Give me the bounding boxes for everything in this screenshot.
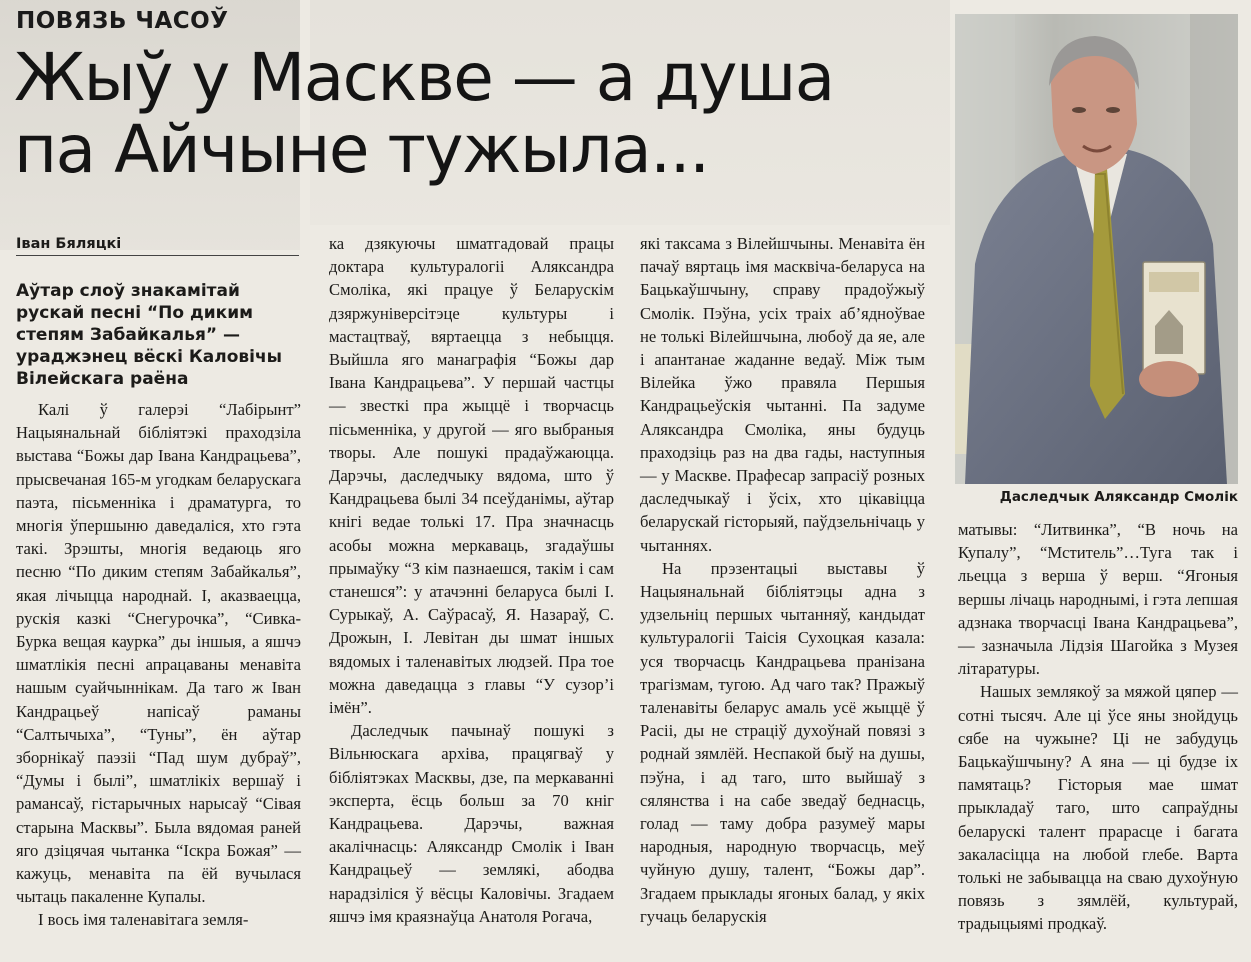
paragraph: І вось імя таленавітага земля- bbox=[38, 910, 249, 930]
article-headline bbox=[14, 39, 944, 188]
article-column-4 bbox=[958, 518, 1238, 936]
paragraph: Даследчык пачынаў пошукі з Вільнюскага архіва, працягваў у бібліятэках Масквы, дзе, па меркаванні эксперта, ёсць больш за 70 кніг Кандрацьева. Дарэчы, важная акалічнасць: Аляксандр Смолік і Іван Кандрацьеў — землякі, абодва нарадзіліся ў вёсцы Каловічы. Згадаем яшчэ імя краязнаўца Анатоля Рогача, bbox=[329, 721, 614, 926]
article-lead: Аўтар слоў знакамітай рускай песні “По диким степям Забайкалья” — ураджэнец вёскі Каловічы Вілейскага раёна bbox=[16, 281, 283, 389]
article-column-2 bbox=[329, 232, 614, 928]
headline-line-1: Жыў у Маскве — а душа bbox=[14, 39, 834, 116]
headline-line-2: па Айчыне тужыла... bbox=[14, 111, 709, 188]
portrait-photo bbox=[955, 14, 1238, 484]
article-column-3 bbox=[640, 232, 925, 928]
article-column-1 bbox=[16, 398, 301, 932]
author-byline: Іван Бяляцкі bbox=[16, 236, 299, 256]
paragraph: На прэзентацыі выставы ў Нацыянальнай бібліятэцы адна з удзельніц першых чытанняў, кандыдат культуралогіі Таісія Сухоцкая казала: уся творчасць Кандрацьева пранізана трагізмам, тугою. Ад чаго так? Пражыў таленавіты беларус амаль усё жыццё ў Расіі, ды не страціў духоўнай повязі з роднай зямлёй. Неспакой быў на душы, пэўна, і ад таго, што выйшаў з сялянства і на сабе зведаў беднасць, голад — таму добра разумеў мары народныя, народную творчасць, меў чуйную душу, талент, “Божы дар”. Згадаем прыклады ягоных балад, у якіх гучаць беларускія bbox=[640, 558, 925, 926]
paragraph: матывы: “Литвинка”, “В ночь на Купалу”, “Мститель”…Туга так і льецца з верша ў верш. “Ягоныя вершы лічаць народнымі, і гэта лепшая адзнака творчасці Івана Кандрацьева”, — зазначыла Лідзія Шагойка з Музея літаратуры. bbox=[958, 520, 1238, 679]
paragraph: які таксама з Вілейшчыны. Менавіта ён пачаў вяртаць імя масквіча-беларуса на Бацькаўшчыну, справу прадоўжыў Смолік. Пэўна, усіх траіх аб’ядноўвае не толькі Вілейшчына, любоў да яе, але і апантанае жаданне ведаў. Між тым Вілейка ўжо правяла Першыя Кандрацьеўскія чытанні. Па задуме Аляксандра Смоліка, яны будуць праходзіць раз на два гады, наступныя — у Маскве. Прафесар запрасіў розных даследчыкаў і ўсіх, хто цікавіцца беларускай гісторыяй, паўдзельнічаць у чытаннях. bbox=[640, 234, 925, 555]
paragraph: Нашых землякоў за мяжой цяпер — сотні тысяч. Але ці ўсе яны знойдуць сябе на чужыне? Ці не забудуць Бацькаўшчыну? А яна — ці будзе іх памятаць? Гісторыя мае шмат прыкладаў таго, што сапраўдны беларускі талент прарасце і багата закаласіцца на любой глебе. Варта толькі не забывацца на сваю духоўную повязь з зямлёй, культурай, традыцыямі продкаў. bbox=[958, 682, 1238, 934]
paragraph: ка дзякуючы шматгадовай працы доктара культуралогіі Аляксандра Смоліка, які працуе ў Беларускім дзяржуніверсітэце культуры і мастацтваў, вяртаецца з небыцця. Выйшла яго манаграфія “Божы дар Івана Кандрацьева”. У першай частцы — звесткі пра жыццё і творчасць пісьменніка, у другой — яго выбраныя творы. Але пошукі прадаўжаюцца. Дарэчы, даследчыку вядома, што ў Кандрацьева былі 34 псеўданімы, аўтар кнігі ведае толькі 17. Пра значнасць асобы можна меркаваць, згадаўшы прымаўку “З кім пазнаешся, такім і сам станешся”: у атачэнні беларуса былі І. Сурыкаў, А. Саўрасаў, Я. Назараў, С. Дрожын, І. Левітан ды шмат іншых вядомых і таленавітых людзей. Пра тое можна даведацца з главы “У сузор’і імён”. bbox=[329, 234, 614, 718]
section-rubric: ПОВЯЗЬ ЧАСОЎ bbox=[16, 8, 229, 34]
paragraph: Калі ў галерэі “Лабірынт” Нацыянальнай бібліятэкі праходзіла выстава “Божы дар Івана Кандрацьева”, прысвечаная 165-м угодкам беларускага паэта, пісьменніка і драматурга, то многія ўпершыню даведаліся, хто гэта такі. Зрэшты, многія ведаюць яго песню “По диким степям Забайкалья”, якая лічыцца народнай. І, аказваецца, рускія казкі “Снегурочка”, “Сивка-Бурка вещая каурка” ды іншыя, а яшчэ шматлікія песні апрацаваны менавіта нашым суайчыннікам. Да таго ж Іван Кандрацьеў напісаў раманы “Салтычыха”, “Туны”, ён аўтар зборнікаў паэзіі “Пад шум дубраў”, “Думы і былі”, шматлікіх вершаў і рамансаў, гістарычных нарысаў “Сівая старына Масквы”. Была вядомая раней яго дзіцячая чытанка “Іскра Божая” — кажуць, менавіта па ёй вучылася чытаць пакаленне Купалы. bbox=[16, 400, 301, 907]
photo-caption: Даследчык Аляксандр Смолік bbox=[999, 489, 1238, 505]
